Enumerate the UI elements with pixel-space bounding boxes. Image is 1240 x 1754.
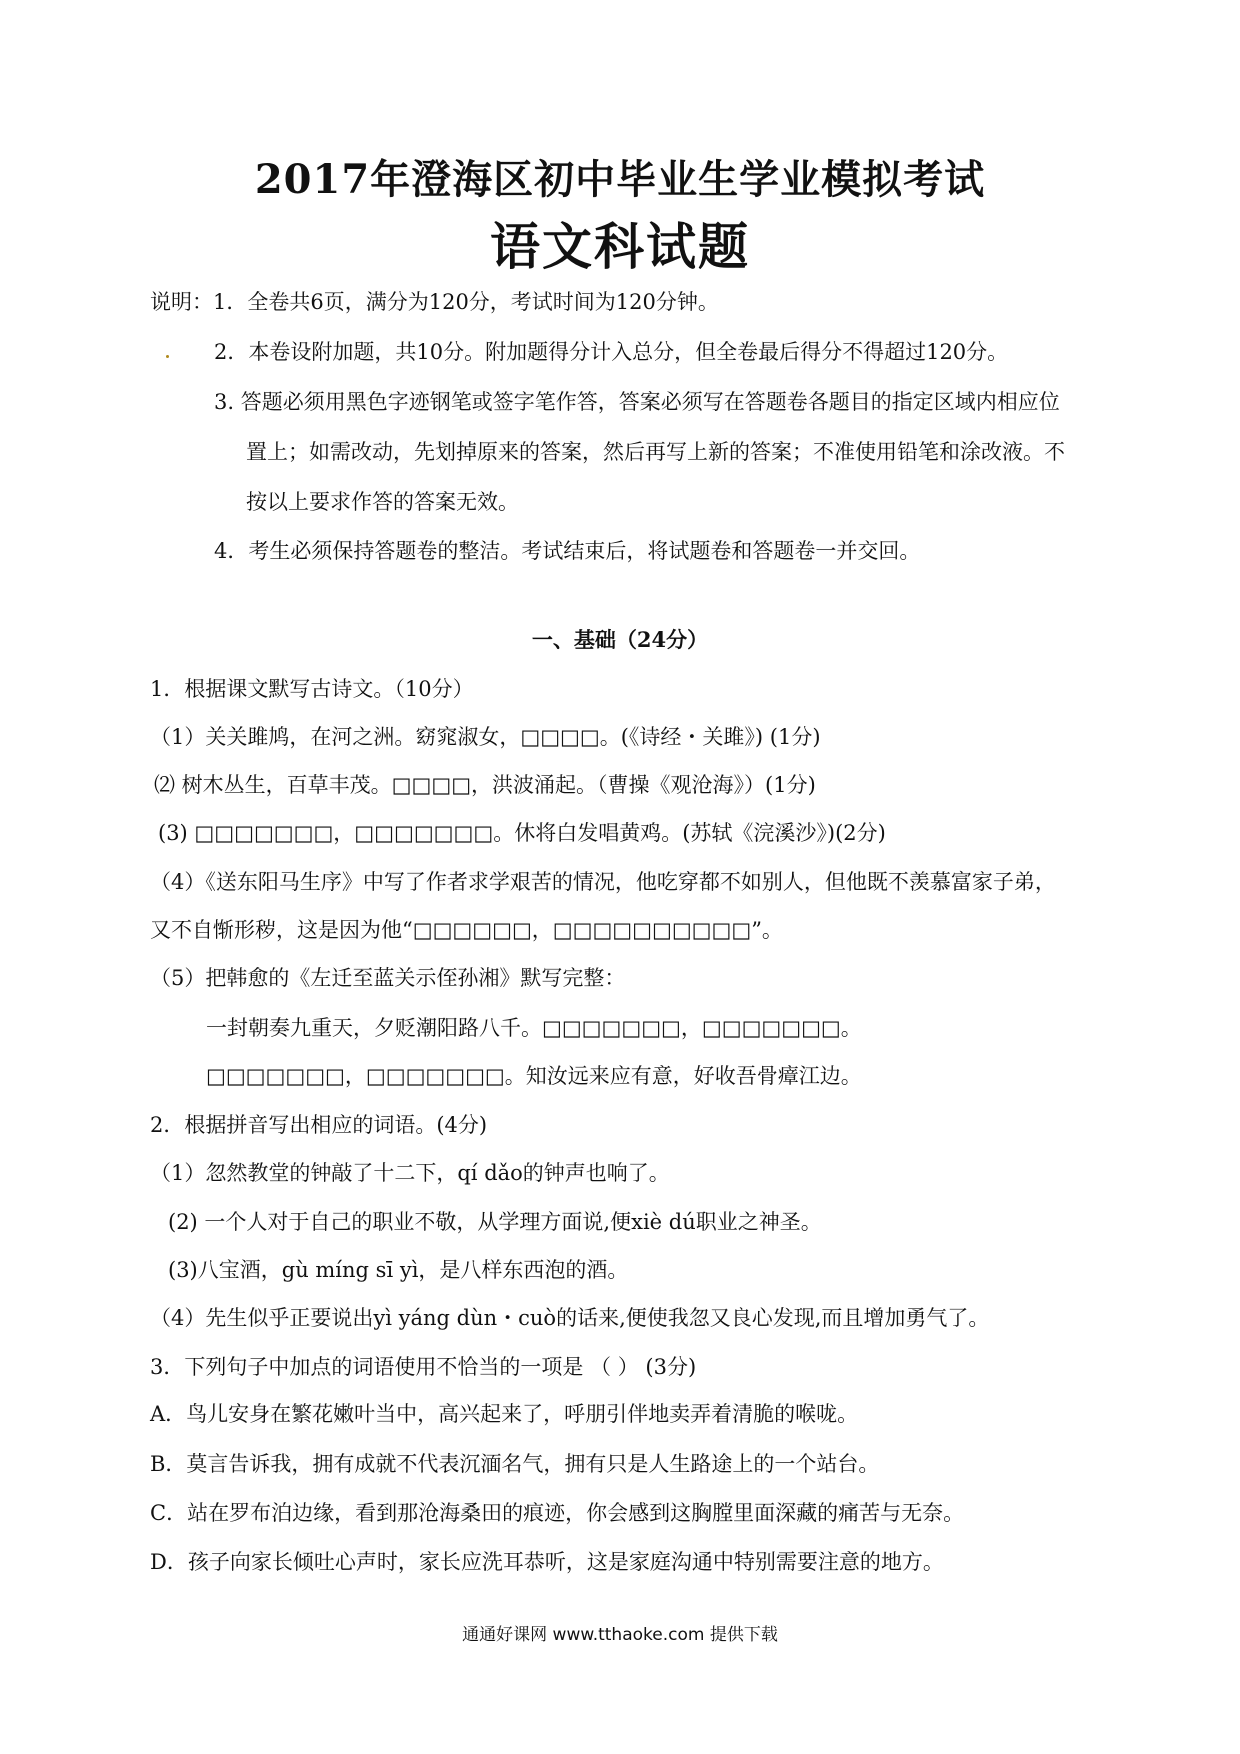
exam-title: 2017年澄海区初中毕业生学业模拟考试 <box>254 156 986 203</box>
q2-item-4: （4）先生似乎正要说出yì yáng dùn・cuò的话来,便使我忽又良心发现,而且增加勇气了。 <box>150 1306 990 1330</box>
q2-item-1: （1）忽然教堂的钟敲了十二下，qí dǎo的钟声也响了。 <box>150 1161 670 1185</box>
q2-stem: 2．根据拼音写出相应的词语。(4分) <box>150 1113 488 1137</box>
instruction-3-cont-1: 置上；如需改动，先划掉原来的答案，然后再写上新的答案；不准使用铅笔和涂改液。不 <box>246 440 1065 464</box>
q1-item-5-poem-2: □□□□□□□，□□□□□□□。知汝远来应有意，好收吾骨瘴江边。 <box>206 1064 862 1088</box>
q3-option-a: A．鸟儿安身在繁花嫩叶当中，高兴起来了，呼朋引伴地卖弄着清脆的喉咙。 <box>150 1402 859 1426</box>
instruction-3: 3. 答题必须用黑色字迹钢笔或签字笔作答，答案必须写在答题卷各题目的指定区域内相应位 <box>214 390 1060 414</box>
exam-subtitle: 语文科试题 <box>490 217 750 276</box>
instruction-2: 2．本卷设附加题，共10分。附加题得分计入总分，但全卷最后得分不得超过120分。 <box>214 340 1009 364</box>
q3-option-d: D．孩子向家长倾吐心声时，家长应洗耳恭听，这是家庭沟通中特别需要注意的地方。 <box>150 1550 944 1574</box>
stray-mark-icon <box>166 355 169 358</box>
q2-item-2: (2) 一个人对于自己的职业不敬，从学理方面说,便xiè dú职业之神圣。 <box>168 1210 822 1234</box>
footer-source: 通通好课网 www.tthaoke.com 提供下载 <box>462 1625 778 1645</box>
instruction-4: 4．考生必须保持答题卷的整洁。考试结束后，将试题卷和答题卷一并交回。 <box>214 539 921 563</box>
q1-item-4-cont: 又不自惭形秽，这是因为他“□□□□□□，□□□□□□□□□□”。 <box>150 918 783 942</box>
section-title: 一、基础（24分） <box>531 627 709 652</box>
q1-item-2: ⑵ 树木丛生，百草丰茂。□□□□，洪波涌起。（曹操《观沧海》）(1分) <box>154 773 816 797</box>
q2-item-3: (3)八宝酒，gù míng sī yì，是八样东西泡的酒。 <box>168 1258 629 1282</box>
q3-stem: 3．下列句子中加点的词语使用不恰当的一项是 （ ） (3分) <box>150 1355 697 1379</box>
q1-item-1: （1）关关雎鸠，在河之洲。窈窕淑女，□□□□。(《诗经・关雎》) (1分) <box>150 725 821 749</box>
q1-stem: 1．根据课文默写古诗文。（10分） <box>150 677 474 701</box>
q1-item-4: （4）《送东阳马生序》中写了作者求学艰苦的情况，他吃穿都不如别人，但他既不羡慕富家子弟， <box>150 870 1056 894</box>
instruction-1: 说明：1．全卷共6页，满分为120分，考试时间为120分钟。 <box>150 290 719 314</box>
q3-option-b: B．莫言告诉我，拥有成就不代表沉湎名气，拥有只是人生路途上的一个站台。 <box>150 1452 880 1476</box>
instruction-3-cont-2: 按以上要求作答的答案无效。 <box>246 490 519 514</box>
q3-option-c: C．站在罗布泊边缘，看到那沧海桑田的痕迹，你会感到这胸膛里面深藏的痛苦与无奈。 <box>150 1501 965 1525</box>
q1-item-5: （5）把韩愈的《左迁至蓝关示侄孙湘》默写完整： <box>150 966 626 990</box>
q1-item-5-poem-1: 一封朝奏九重天，夕贬潮阳路八千。□□□□□□□，□□□□□□□。 <box>206 1016 862 1040</box>
q1-item-3: (3) □□□□□□□，□□□□□□□。休将白发唱黄鸡。(苏轼《浣溪沙》)(2分) <box>158 821 886 845</box>
